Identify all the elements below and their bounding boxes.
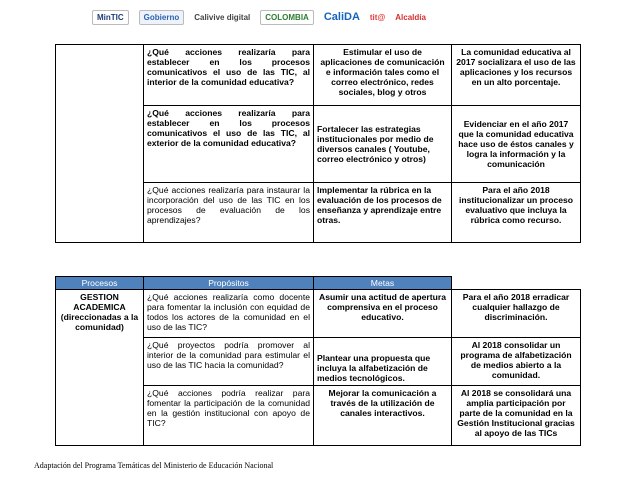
gobierno-logo: Gobierno — [139, 8, 185, 26]
purpose-cell: Asumir una actitud de apertura comprensiva en el proceso educativo. — [314, 290, 452, 338]
goal-cell: Evidenciar en el año 2017 que la comunidad educativa hace uso de éstos canales y logra la información y la comunicación — [452, 106, 581, 183]
goal-cell: La comunidad educativa al 2017 socializara el uso de las aplicaciones y los recursos en un alto porcentaje. — [452, 45, 581, 106]
mintic-logo: MinTIC — [92, 8, 129, 26]
question-cell: ¿Qué acciones realizaría para establecer en los procesos comunicativos el uso de las TIC, al exterior de la comunidad educativa? — [144, 106, 314, 183]
header-logos — [92, 4, 612, 30]
goal-cell: Al 2018 se consolidará una amplia participación por parte de la comunidad en la Gestión Institucional gracias al apoyo de las TICs — [452, 386, 581, 446]
table-row — [56, 45, 581, 106]
question-cell: ¿Qué acciones podría realizar para fomentar la participación de la comunidad en la gestión institucional con apoyo de TIC? — [144, 386, 314, 446]
table-row — [56, 290, 581, 338]
purpose-cell: Implementar la rúbrica en la evaluación de los procesos de enseñanza y aprendizaje entre otras. — [314, 183, 452, 243]
header-metas: Metas — [314, 277, 452, 290]
purpose-cell: Estimular el uso de aplicaciones de comunicación e información tales como el correo electrónico, redes sociales, blog y otros — [314, 45, 452, 106]
question-cell: ¿Qué acciones realizaría para establecer en los procesos comunicativos el uso de las TIC, al interior de la comunidad educativa? — [144, 45, 314, 106]
question-cell: ¿Qué acciones realizaría como docente para fomentar la inclusión con equidad de todos los actores de la comunidad en el uso de las TIC? — [144, 290, 314, 338]
process-label-cell: GESTION ACADEMICA (direccionadas a la comunidad) — [56, 290, 144, 446]
purpose-cell: Fortalecer las estrategias institucionales por medio de diversos canales ( Youtube, correo electrónico y otros) — [314, 106, 452, 183]
tita-logo: tit@ — [369, 12, 386, 22]
header-row — [56, 277, 581, 290]
calivive-logo: Calivive digital — [194, 12, 251, 22]
goal-cell: Al 2018 consolidar un programa de alfabetización de medios abierto a la comunidad. — [452, 338, 581, 386]
footer-note: Adaptación del Programa Temáticas del Ministerio de Educación Nacional — [34, 461, 274, 470]
goal-cell: Para el año 2018 erradicar cualquier hallazgo de discriminación. — [452, 290, 581, 338]
question-cell: ¿Qué proyectos podría promover al interior de la comunidad para estimular el uso de las TIC hacia la comunidad? — [144, 338, 314, 386]
header-propositos: Propósitos — [144, 277, 314, 290]
table-comunicacion — [55, 44, 581, 243]
header-procesos: Procesos — [56, 277, 144, 290]
process-cell-empty — [56, 45, 144, 243]
goal-cell: Para el año 2018 institucionalizar un proceso evaluativo que incluya la rúbrica como recurso. — [452, 183, 581, 243]
purpose-cell: Plantear una propuesta que incluya la alfabetización de medios tecnológicos. — [314, 338, 452, 386]
alcaldia-logo: Alcaldía — [395, 12, 426, 22]
colombia-logo: COLOMBIA — [260, 8, 314, 26]
calida-logo: CaliDA — [323, 11, 360, 23]
purpose-cell: Mejorar la comunicación a través de la utilización de canales interactivos. — [314, 386, 452, 446]
question-cell: ¿Qué acciones realizaría para instaurar la incorporación del uso de las TIC en los procesos de evaluación de los aprendizajes? — [144, 183, 314, 243]
table-gestion-academica — [55, 276, 581, 446]
